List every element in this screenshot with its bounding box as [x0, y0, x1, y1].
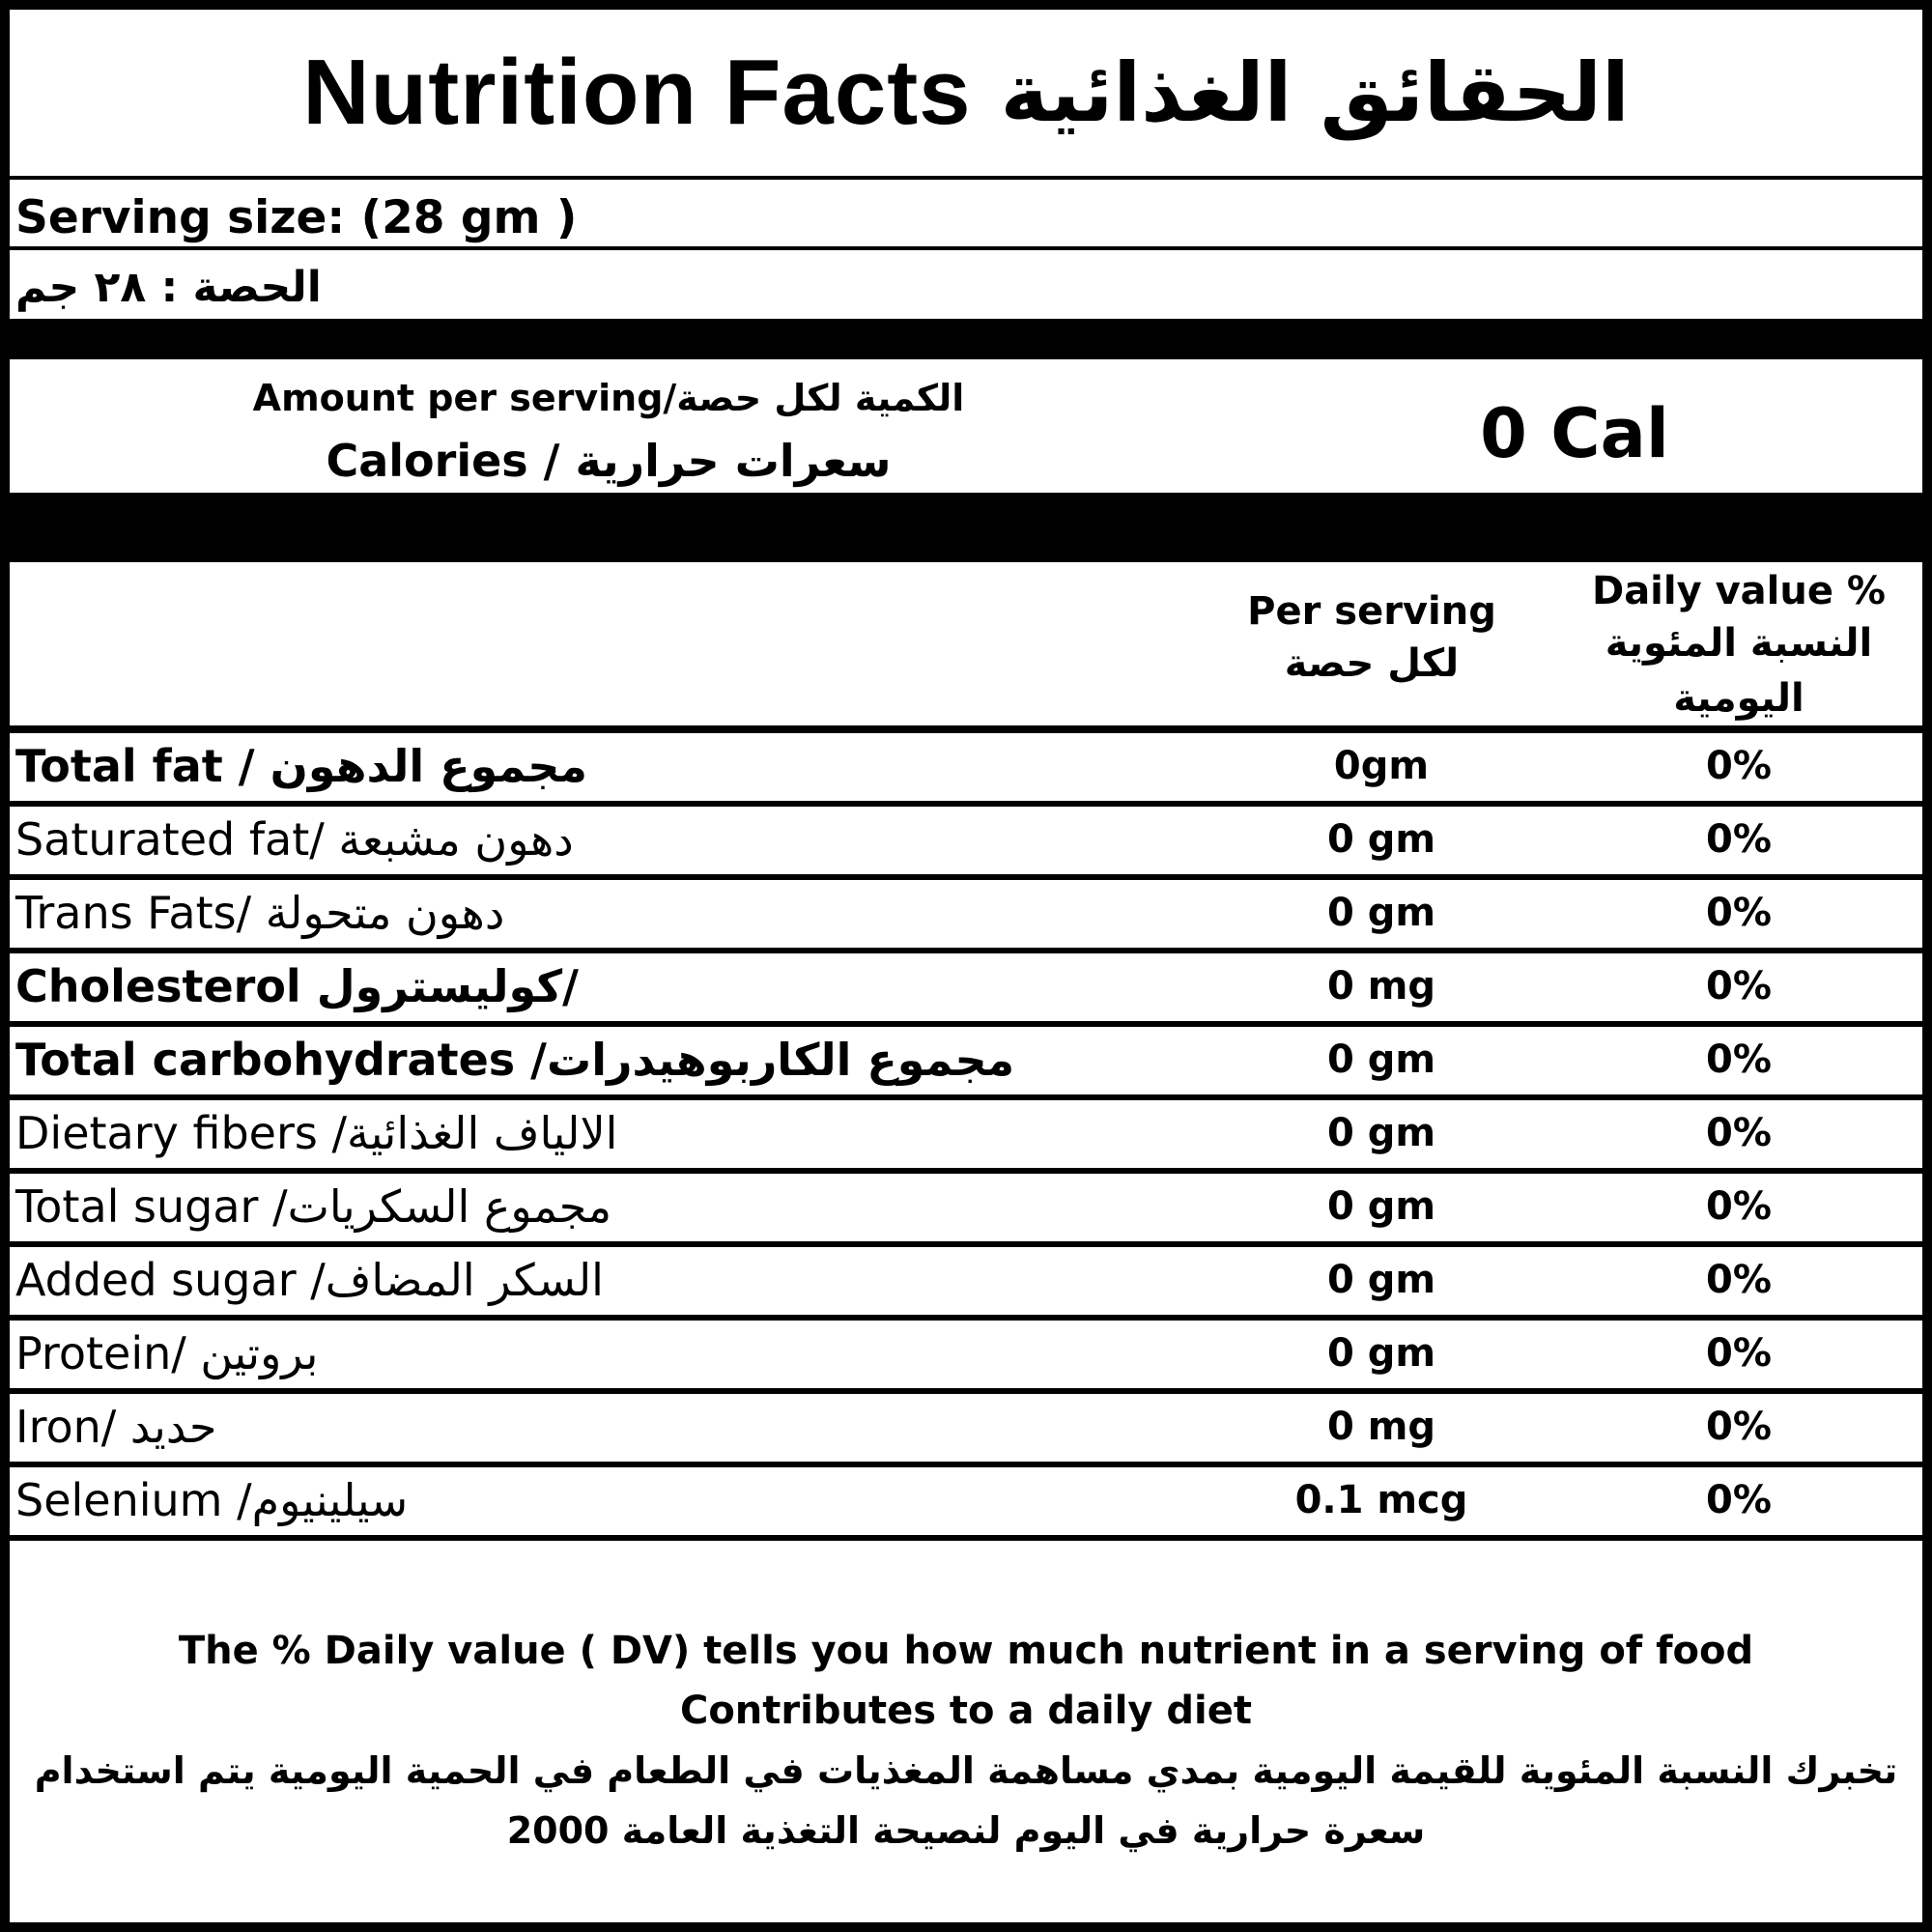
title-arabic: الحقائق الغذائية [1000, 45, 1630, 140]
daily-value-header-ar-1: النسبة المئوية [1605, 621, 1873, 666]
nutrient-daily-value: 0% [1706, 1111, 1772, 1155]
nutrient-row-total-fat [10, 733, 1922, 807]
nutrition-label [10, 10, 1922, 1922]
nutrient-daily-value: 0% [1706, 1478, 1772, 1522]
nutrient-amount: 0 mg [1326, 964, 1436, 1009]
nutrient-name: Total fat / مجموع الدهون [15, 740, 587, 792]
calories-section [10, 367, 1922, 502]
nutrient-name: Total carbohydrates /مجموع الكاربوهيدرات [15, 1034, 1015, 1086]
title-english: Nutrition Facts [302, 41, 972, 144]
nutrient-daily-value: 0% [1706, 1037, 1772, 1082]
nutrient-amount: 0 gm [1326, 1258, 1436, 1302]
nutrient-daily-value: 0% [1706, 964, 1772, 1009]
nutrient-amount: 0 gm [1326, 817, 1436, 862]
nutrient-daily-value: 0% [1706, 1405, 1772, 1449]
nutrient-daily-value: 0% [1706, 817, 1772, 862]
daily-value-header-ar-2: اليومية [1673, 676, 1804, 721]
nutrient-row-added-sugar [10, 1247, 1922, 1321]
nutrient-amount: 0 gm [1326, 1331, 1436, 1376]
nutrient-name: Cholesterol كوليسترول/ [15, 960, 579, 1012]
divider [10, 246, 1922, 250]
calories-label: Calories / سعرات حرارية [326, 435, 892, 487]
nutrient-daily-value: 0% [1706, 1331, 1772, 1376]
nutrient-row-selenium [10, 1467, 1922, 1541]
nutrient-row-total-sugar [10, 1174, 1922, 1247]
nutrient-name: Dietary fibers /الالياف الغذائية [15, 1107, 618, 1159]
nutrient-row-iron [10, 1394, 1922, 1467]
nutrient-daily-value: 0% [1706, 744, 1772, 788]
footnote-english-line-1: The % Daily value ( DV) tells you how much nutrient in a serving of food [178, 1629, 1754, 1673]
row-divider [10, 1535, 1922, 1541]
nutrient-table [10, 733, 1922, 1541]
nutrient-name: Selenium /سيلينيوم [15, 1474, 409, 1526]
nutrient-name: Total sugar /مجموع السكريات [15, 1180, 612, 1233]
calories-value: 0 Cal [1480, 394, 1669, 473]
serving-size-arabic: الحصة : ٢٨ جم [15, 262, 322, 312]
footnote-arabic-line-1: تخبرك النسبة المئوية للقيمة اليومية بمدي مساهمة المغذيات في الطعام في الحمية اليومية يتم استخدام [34, 1749, 1898, 1792]
nutrient-amount: 0.1 mcg [1294, 1478, 1468, 1522]
per-serving-header-ar: لكل حصة [1284, 641, 1460, 686]
nutrient-amount: 0 mg [1326, 1405, 1436, 1449]
footnote-arabic-line-2: سعرة حرارية في اليوم لنصيحة التغذية العامة 2000 [506, 1809, 1426, 1852]
nutrient-daily-value: 0% [1706, 1258, 1772, 1302]
per-serving-header [1208, 585, 1536, 690]
nutrient-row-protein [10, 1321, 1922, 1394]
daily-value-header [1546, 565, 1932, 727]
daily-value-footnote [10, 1621, 1922, 1861]
nutrient-row-dietary-fibers [10, 1100, 1922, 1174]
per-serving-header-en: Per serving [1247, 589, 1496, 634]
nutrient-name: Saturated fat/ دهون مشبعة [15, 813, 574, 866]
footnote-english-line-2: Contributes to a daily diet [679, 1689, 1253, 1733]
nutrient-name: Protein/ بروتين [15, 1327, 319, 1379]
divider [10, 176, 1922, 180]
thick-divider [10, 319, 1922, 359]
nutrient-row-cholesterol [10, 953, 1922, 1027]
nutrient-daily-value: 0% [1706, 891, 1772, 935]
daily-value-header-en: Daily value % [1591, 569, 1886, 613]
nutrient-name: Trans Fats/ دهون متحولة [15, 887, 505, 939]
nutrient-row-saturated-fat [10, 807, 1922, 880]
nutrient-amount: 0 gm [1326, 1037, 1436, 1082]
nutrient-amount: 0 gm [1326, 891, 1436, 935]
nutrient-name: Iron/ حديد [15, 1401, 217, 1453]
nutrient-name: Added sugar /السكر المضاف [15, 1254, 604, 1306]
thick-divider [10, 493, 1922, 562]
nutrient-daily-value: 0% [1706, 1184, 1772, 1229]
nutrient-amount: 0 gm [1326, 1184, 1436, 1229]
label-title [10, 10, 1922, 176]
nutrient-amount: 0gm [1333, 744, 1430, 788]
nutrient-row-trans-fats [10, 880, 1922, 953]
nutrient-amount: 0 gm [1326, 1111, 1436, 1155]
serving-size-english: Serving size: (28 gm ) [15, 190, 578, 244]
amount-per-serving-label: Amount per serving/الكمية لكل حصة [252, 377, 965, 419]
nutrient-row-total-carbohydrates [10, 1027, 1922, 1100]
divider [10, 725, 1922, 733]
